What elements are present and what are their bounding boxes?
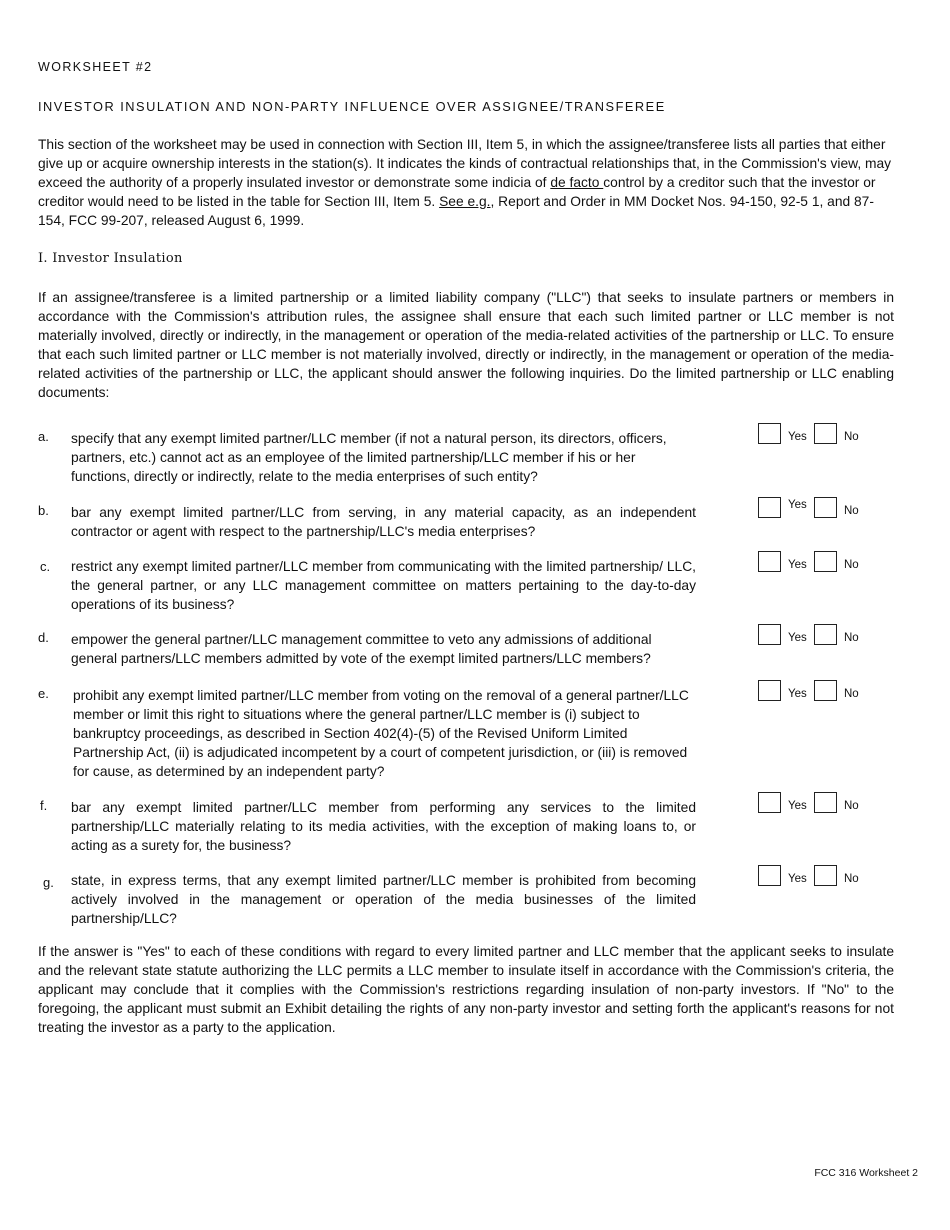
no-label: No xyxy=(844,632,859,644)
question-e xyxy=(38,686,898,779)
intro-text-1: This section of the worksheet may be used in connection with Section III, Item 5, in which the assignee/transferee lists all parties that either give up or acquire ownership interests in the station(s). It indicates the kinds of contractual relationships that, in the Commission's view, may exceed the authority of a properly insulated investor or demonstrate some indicia of xyxy=(38,137,892,190)
no-checkbox[interactable] xyxy=(814,551,837,572)
yes-no-group xyxy=(758,680,898,706)
question-text: bar any exempt limited partner/LLC from serving, in any material capacity, as an independent contractor or agent with respect to the partnership/LLC's media enterprises? xyxy=(71,505,696,539)
intro-text-3: , Report and Order in MM Docket Nos. 94-150, 92-5 1, and 87-154, FCC 99-207, released August 6, 1999. xyxy=(38,194,874,228)
question-text: restrict any exempt limited partner/LLC member from communicating with the limited partnership/ LLC, the general partner, or any LLC management committee on matters pertaining to the day-to-day operations of its business? xyxy=(71,559,696,612)
yes-checkbox[interactable] xyxy=(758,680,781,701)
question-letter: e. xyxy=(38,686,49,701)
question-g xyxy=(38,871,898,931)
worksheet-title: WORKSHEET #2 xyxy=(38,60,153,74)
yes-label: Yes xyxy=(788,559,807,571)
yes-no-group xyxy=(758,551,898,577)
question-letter: f. xyxy=(40,798,48,813)
yes-no-group xyxy=(758,792,898,818)
yes-no-group xyxy=(758,865,898,891)
section-heading: I. Investor Insulation xyxy=(38,251,183,266)
worksheet-heading: INVESTOR INSULATION AND NON-PARTY INFLUENCE OVER ASSIGNEE/TRANSFEREE xyxy=(38,99,666,114)
see-eg-text: See e.g. xyxy=(439,194,491,209)
question-text: prohibit any exempt limited partner/LLC member from voting on the removal of a general partner/LLC member or limit this right to situations where the general partner/LLC member is (i) subject to bankruptcy proceedings, as described in Section 402(4)-(5) of the Revised Uniform Limited Partnership Act, (ii) is adjudicated incompetent by a court of competent jurisdiction, or (iii) is removed for cause, as determined by an independent party? xyxy=(73,688,689,779)
question-text: specify that any exempt limited partner/LLC member (if not a natural person, its directors, officers, partners, etc.) cannot act as an employee of the limited partnership/LLC member if his or her functions, directly or indirectly, relate to the media enterprises of such entity? xyxy=(71,431,667,484)
yes-checkbox[interactable] xyxy=(758,624,781,645)
yes-no-group xyxy=(758,423,898,449)
yes-checkbox[interactable] xyxy=(758,497,781,518)
question-text: state, in express terms, that any exempt limited partner/LLC member is prohibited from becoming actively involved in the management or operation of the media businesses of the limited partnership/LLC? xyxy=(71,873,696,926)
intro-paragraph xyxy=(38,135,898,230)
no-label: No xyxy=(844,873,859,885)
question-c xyxy=(38,557,898,617)
yes-label: Yes xyxy=(788,632,807,644)
yes-no-group xyxy=(758,497,898,523)
yes-label: Yes xyxy=(788,873,807,885)
question-a xyxy=(38,429,898,489)
yes-label: Yes xyxy=(788,431,807,443)
form-footer: FCC 316 Worksheet 2 xyxy=(814,1167,918,1179)
yes-label: Yes xyxy=(788,800,807,812)
yes-label: Yes xyxy=(788,499,807,511)
yes-label: Yes xyxy=(788,688,807,700)
no-label: No xyxy=(844,559,859,571)
question-text: bar any exempt limited partner/LLC member from performing any services to the limited partnership/LLC materially relating to its media activities, with the exception of making loans to, or acting as a surety for, the business? xyxy=(71,800,696,853)
no-checkbox[interactable] xyxy=(814,865,837,886)
closing-paragraph: If the answer is "Yes" to each of these conditions with regard to every limited partner and LLC member that the applicant seeks to insulate and the relevant state statute authorizing the LLC permits a LLC member to insulate itself in accordance with the Commission's criteria, the applicant may conclude that it complies with the Commission's restrictions regarding insulation of non-party investors. If "No" to the foregoing, the applicant must submit an Exhibit detailing the rights of any non-party investor and setting forth the applicant's reasons for not treating the investor as a party to the application. xyxy=(38,944,894,1035)
yes-checkbox[interactable] xyxy=(758,865,781,886)
question-letter: g. xyxy=(43,875,54,890)
no-checkbox[interactable] xyxy=(814,624,837,645)
no-checkbox[interactable] xyxy=(814,680,837,701)
no-checkbox[interactable] xyxy=(814,423,837,444)
no-checkbox[interactable] xyxy=(814,792,837,813)
yes-no-group xyxy=(758,624,898,650)
question-letter: b. xyxy=(38,503,49,518)
no-checkbox[interactable] xyxy=(814,497,837,518)
question-text: empower the general partner/LLC management committee to veto any admissions of additional general partners/LLC members admitted by vote of the exempt limited partners/LLC members? xyxy=(71,632,652,666)
intro-text-2: control by a creditor such that the investor or creditor would need to be listed in the table for Section III, Item 5. xyxy=(38,175,876,209)
no-label: No xyxy=(844,431,859,443)
yes-checkbox[interactable] xyxy=(758,792,781,813)
de-facto-text: de facto xyxy=(550,175,604,190)
insulation-paragraph: If an assignee/transferee is a limited partnership or a limited liability company ("LLC") that seeks to insulate partners or members in accordance with the Commission's attribution rules, the assignee shall ensure that each such limited partner or LLC member is not materially involved, directly or indirectly, in the management or operation of the media-related activities of the partnership or LLC. To ensure that each such limited partner or LLC member is not materially involved, directly or indirectly, in the management or operation of the media-related activities of the partnership or LLC, the applicant should answer the following inquiries. Do the limited partnership or LLC enabling documents: xyxy=(38,290,894,400)
question-letter: d. xyxy=(38,630,49,645)
question-f xyxy=(38,798,898,858)
question-letter: c. xyxy=(40,559,51,574)
yes-checkbox[interactable] xyxy=(758,551,781,572)
no-label: No xyxy=(844,688,859,700)
question-letter: a. xyxy=(38,429,49,444)
no-label: No xyxy=(844,505,859,517)
yes-checkbox[interactable] xyxy=(758,423,781,444)
no-label: No xyxy=(844,800,859,812)
